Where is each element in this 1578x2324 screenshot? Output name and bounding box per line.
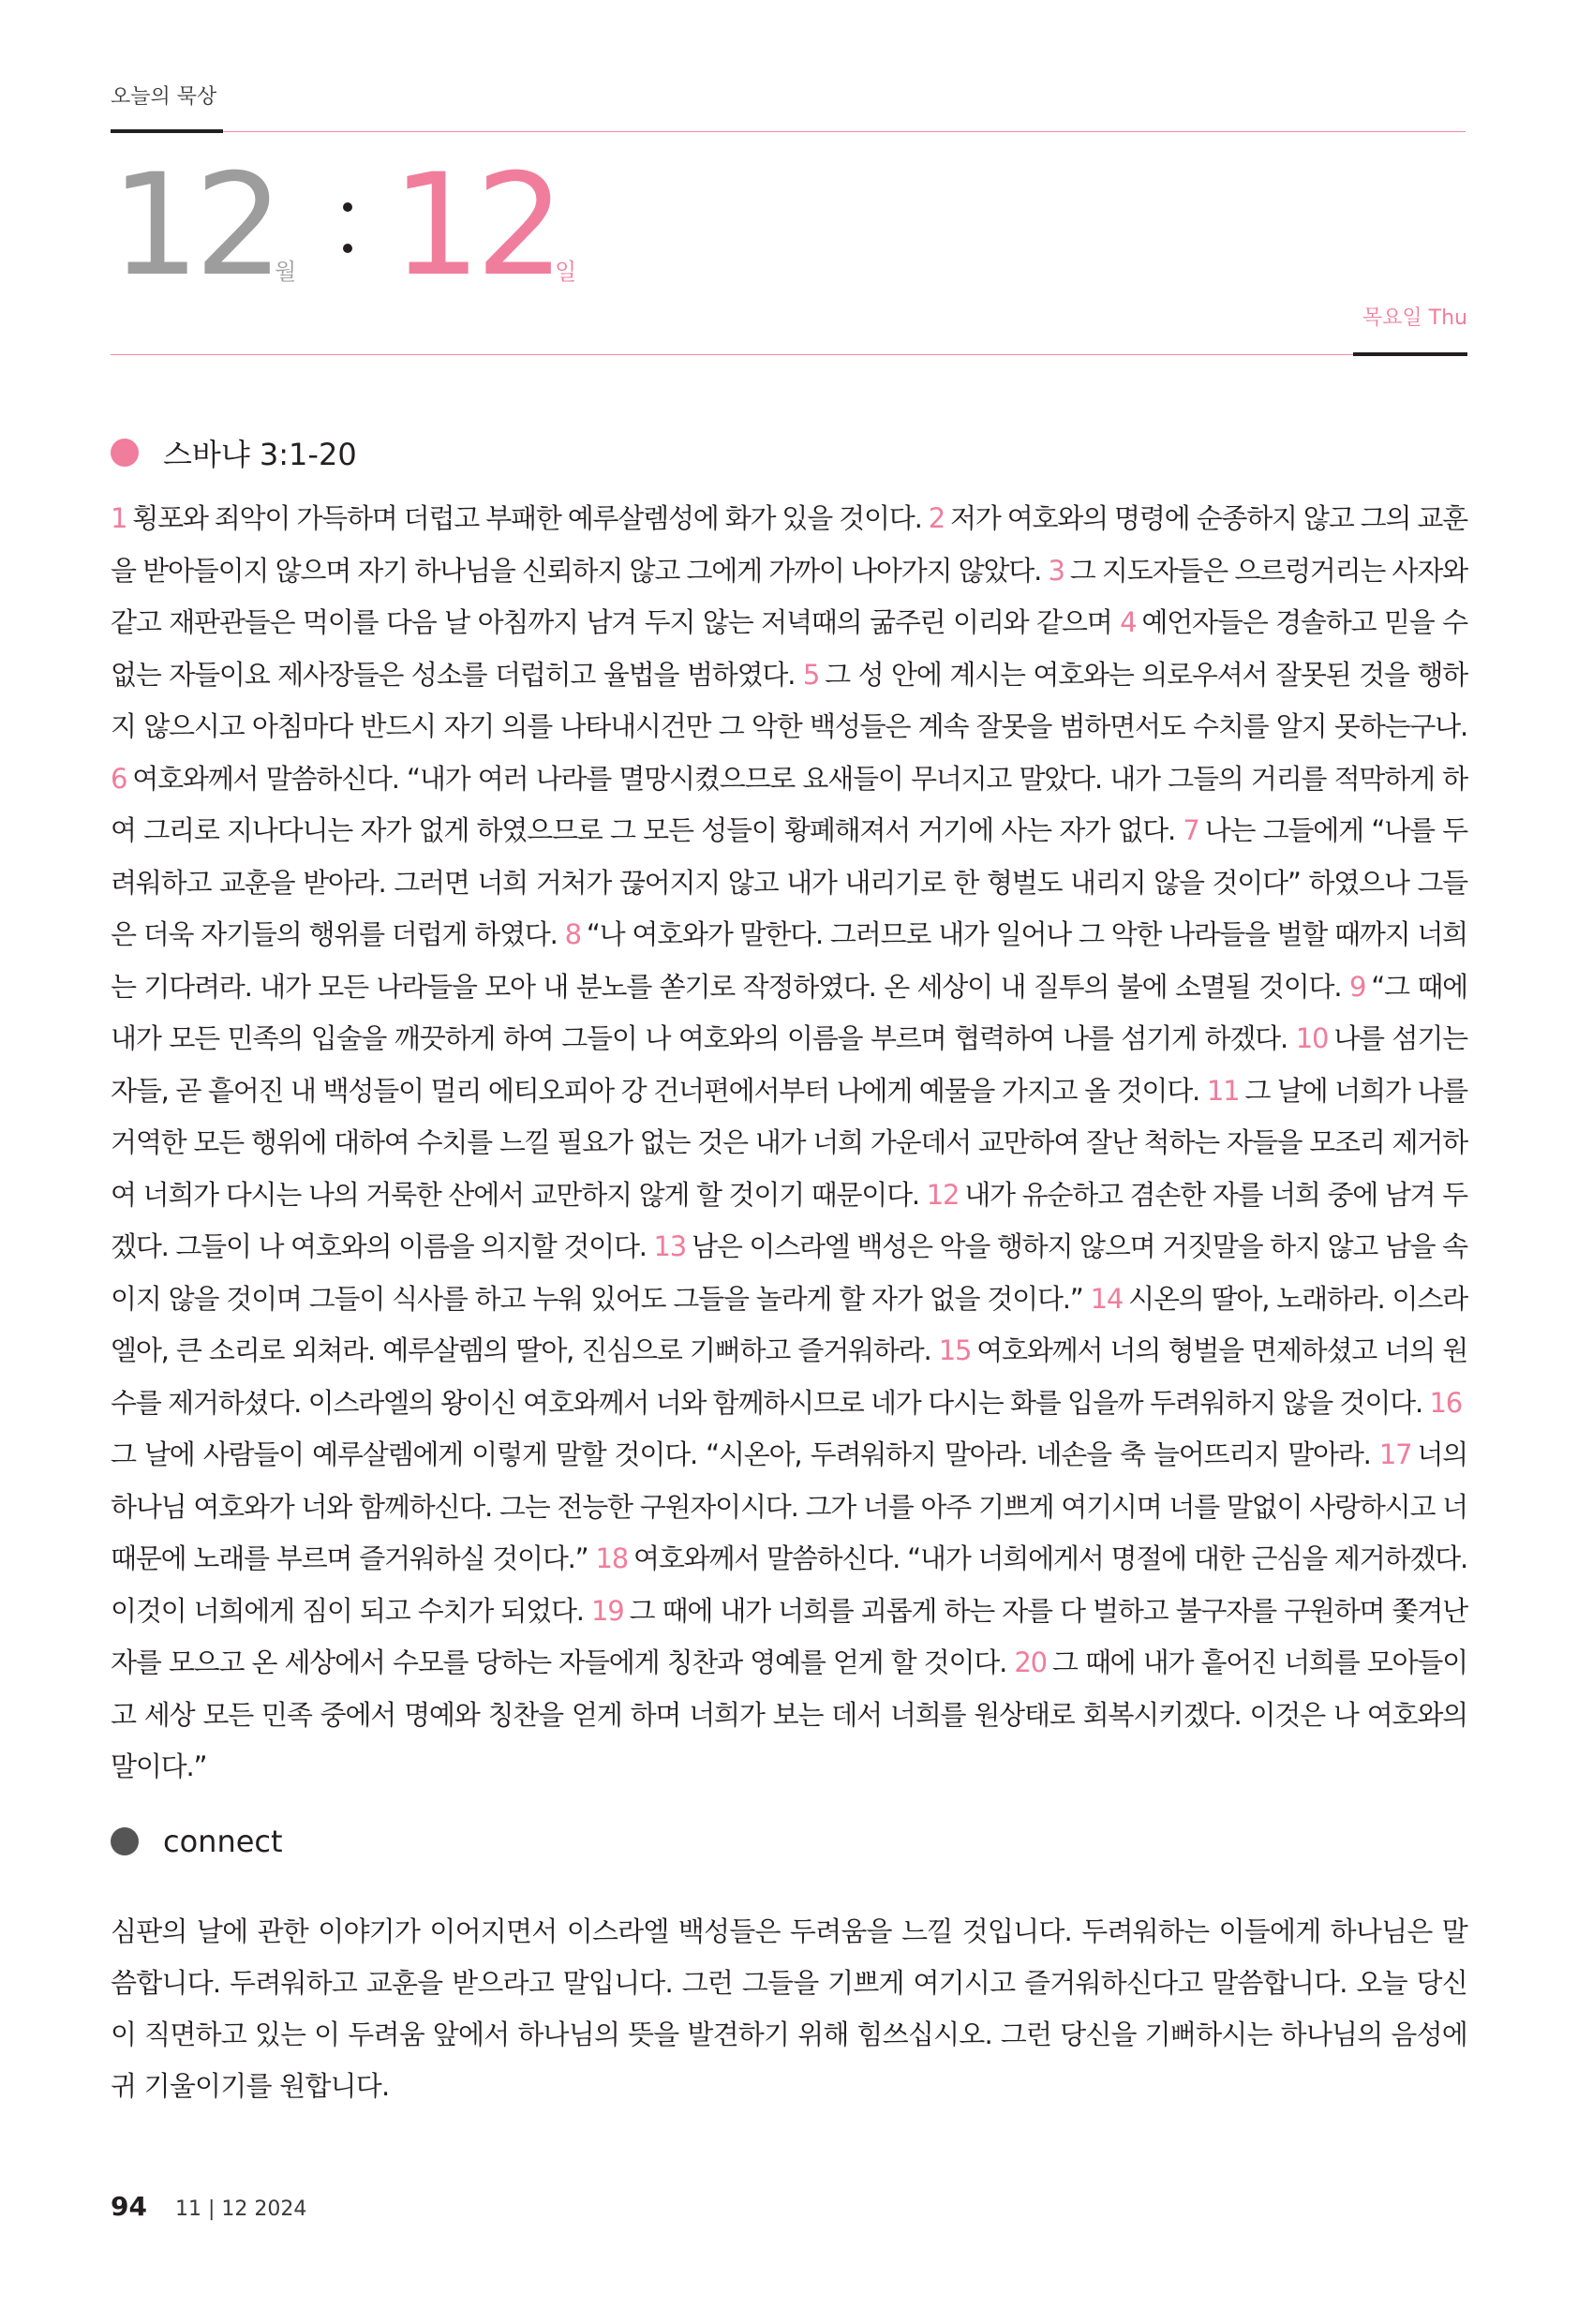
pink-bullet-icon	[111, 439, 139, 467]
top-rule-pink	[223, 131, 1466, 132]
connect-body: 심판의 날에 관한 이야기가 이어지면서 이스라엘 백성들은 두려움을 느낄 것입니다. 두려워하는 이들에게 하나님은 말씀합니다. 두려워하고 교훈을 받으라고 말입니다. 그런 그들을 기쁘게 여기시고 즐거워하신다고 말씀합니다. 오늘 당신이 직면하고 있는 이 두려움 앞에서 하나님의 뜻을 발견하기 위해 힘쓰십시오. 그런 당신을 기뻐하시는 하나님의 음성에 귀 기울이기를 원합니다.	[111, 1915, 1467, 2102]
verse-number: 5	[802, 658, 820, 691]
verse-text: “나 여호와가 말한다. 그러므로 내가 일어나 그 악한 나라들을 벌할 때까지 너희는 기다려라. 내가 모든 나라들을 모아 내 분노를 쏟기로 작정하였다. 온 세상이 내 질투의 불에 소멸될 것이다.	[111, 918, 1467, 1003]
gray-bullet-icon	[111, 1827, 139, 1855]
verse-text: 시온의 딸아, 노래하라. 이스라엘아, 큰 소리로 외쳐라. 예루살렘의 딸아, 진심으로 기뻐하고 즐거워하라.	[111, 1282, 1467, 1366]
scripture-text	[111, 493, 1467, 1794]
weekday: 목요일 Thu	[1362, 306, 1467, 330]
verse-text: 예언자들은 경솔하고 믿을 수 없는 자들이요 제사장들은 성소를 더럽히고 율법을 범하였다.	[111, 606, 1467, 691]
verse-text: 횡포와 죄악이 가득하며 더럽고 부패한 예루살렘성에 화가 있을 것이다.	[132, 502, 922, 534]
verse-text: 그 때에 내가 흩어진 너희를 모아들이고 세상 모든 민족 중에서 명예와 칭찬을 얻게 하며 너희가 보는 데서 너희를 원상태로 회복시키겠다. 이것은 나 여호와의 말이다.”	[111, 1646, 1467, 1782]
verse-number: 9	[1348, 970, 1366, 1003]
verse-number: 12	[926, 1178, 960, 1211]
scripture-title: 스바냐 3:1-20	[163, 437, 357, 472]
connect-title: connect	[163, 1824, 283, 1859]
verse-text: 여호와께서 말씀하신다. “내가 여러 나라를 멸망시켰으므로 요새들이 무너지고 말았다. 내가 그들의 거리를 적막하게 하여 그리로 지나다니는 자가 없게 하였으므로 그 모든 성들이 황폐해져서 거기에 사는 자가 없다.	[111, 762, 1467, 846]
footer	[111, 2191, 306, 2222]
issue-label: 11 | 12 2024	[174, 2197, 307, 2221]
date-colon	[343, 202, 352, 255]
mid-rule-dark	[1353, 352, 1467, 356]
verse-number: 4	[1120, 606, 1137, 638]
verse-number: 16	[1429, 1386, 1462, 1419]
verse-number: 15	[938, 1334, 972, 1366]
verse-text: 그 날에 사람들이 예루살렘에게 이렇게 말할 것이다. “시온아, 두려워하지 말아라. 네손을 축 늘어뜨리지 말아라.	[111, 1438, 1371, 1470]
verse-text: “그 때에 내가 모든 민족의 입술을 깨끗하게 하여 그들이 나 여호와의 이름을 부르며 협력하여 나를 섬기게 하겠다.	[111, 970, 1467, 1054]
mid-rule-pink	[111, 354, 1353, 355]
month-number: 12	[111, 144, 278, 307]
page-number: 94	[111, 2191, 147, 2222]
verse-number: 10	[1295, 1022, 1329, 1054]
verse-text: 저가 여호와의 명령에 순종하지 않고 그의 교훈을 받아들이지 않으며 자기 하나님을 신뢰하지 않고 그에게 가까이 나아가지 않았다.	[111, 502, 1467, 587]
day-unit: 일	[555, 259, 577, 285]
verse-number: 3	[1048, 554, 1064, 587]
section-label: 오늘의 묵상	[111, 85, 217, 109]
verse-text: 그 성 안에 계시는 여호와는 의로우셔서 잘못된 것을 행하지 않으시고 아침마다 반드시 자기 의를 나타내시건만 그 악한 백성들은 계속 잘못을 범하면서도 수치를 알지 못하는구나.	[111, 658, 1467, 742]
top-rule-dark	[111, 129, 223, 133]
verse-number: 17	[1378, 1438, 1412, 1470]
verse-number: 6	[111, 762, 127, 795]
verse-number: 11	[1206, 1074, 1240, 1107]
day-number: 12	[392, 144, 559, 307]
verse-text: 여호와께서 너의 형벌을 면제하셨고 너의 원수를 제거하셨다. 이스라엘의 왕이신 여호와께서 너와 함께하시므로 네가 다시는 화를 입을까 두려워하지 않을 것이다.	[111, 1334, 1468, 1419]
verse-text: 나를 섬기는 자들, 곧 흩어진 내 백성들이 멀리 에티오피아 강 건너편에서부터 나에게 예물을 가지고 올 것이다.	[111, 1022, 1467, 1107]
verse-text: 여호와께서 말씀하신다. “내가 너희에게서 명절에 대한 근심을 제거하겠다. 이것이 너희에게 짐이 되고 수치가 되었다.	[111, 1542, 1467, 1627]
verse-number: 7	[1183, 814, 1199, 846]
verse-number: 13	[653, 1230, 687, 1262]
verse-number: 8	[564, 918, 581, 950]
verse-text: 남은 이스라엘 백성은 악을 행하지 않으며 거짓말을 하지 않고 남을 속이지 않을 것이며 그들이 식사를 하고 누워 있어도 그들을 놀라게 할 자가 없을 것이다.”	[111, 1230, 1467, 1315]
verse-number: 2	[928, 502, 945, 534]
scripture-heading	[111, 431, 357, 474]
verse-number: 19	[590, 1594, 624, 1627]
verse-number: 14	[1090, 1282, 1124, 1315]
verse-text: 그 지도자들은 으르렁거리는 사자와 같고 재판관들은 먹이를 다음 날 아침까지 남겨 두지 않는 저녁때의 굶주린 이리와 같으며	[111, 554, 1467, 638]
verse-text: 그 날에 너희가 나를 거역한 모든 행위에 대하여 수치를 느낄 필요가 없는 것은 내가 너희 가운데서 교만하여 잘난 척하는 자들을 모조리 제거하여 너희가 다시는 나의 거룩한 산에서 교만하지 않게 할 것이기 때문이다.	[111, 1074, 1467, 1211]
month-unit: 월	[275, 259, 297, 285]
verse-text: 너의 하나님 여호와가 너와 함께하신다. 그는 전능한 구원자이시다. 그가 너를 아주 기쁘게 여기시며 너를 말없이 사랑하시고 너 때문에 노래를 부르며 즐거워하실 것이다.”	[111, 1438, 1467, 1574]
verse-number: 18	[595, 1542, 628, 1574]
verse-number: 1	[111, 502, 127, 534]
verse-text: 내가 유순하고 겸손한 자를 너희 중에 남겨 두겠다. 그들이 나 여호와의 이름을 의지할 것이다.	[111, 1178, 1467, 1262]
verse-number: 20	[1014, 1646, 1047, 1678]
verse-text: 그 때에 내가 너희를 괴롭게 하는 자를 다 벌하고 불구자를 구원하며 쫓겨난 자를 모으고 온 세상에서 수모를 당하는 자들에게 칭찬과 영예를 얻게 할 것이다.	[111, 1594, 1467, 1678]
connect-heading	[111, 1824, 283, 1859]
verse-text: 나는 그들에게 “나를 두려워하고 교훈을 받아라. 그러면 너희 거처가 끊어지지 않고 내가 내리기로 한 형벌도 내리지 않을 것이다” 하였으나 그들은 더욱 자기들의 행위를 더럽게 하였다.	[111, 814, 1467, 950]
